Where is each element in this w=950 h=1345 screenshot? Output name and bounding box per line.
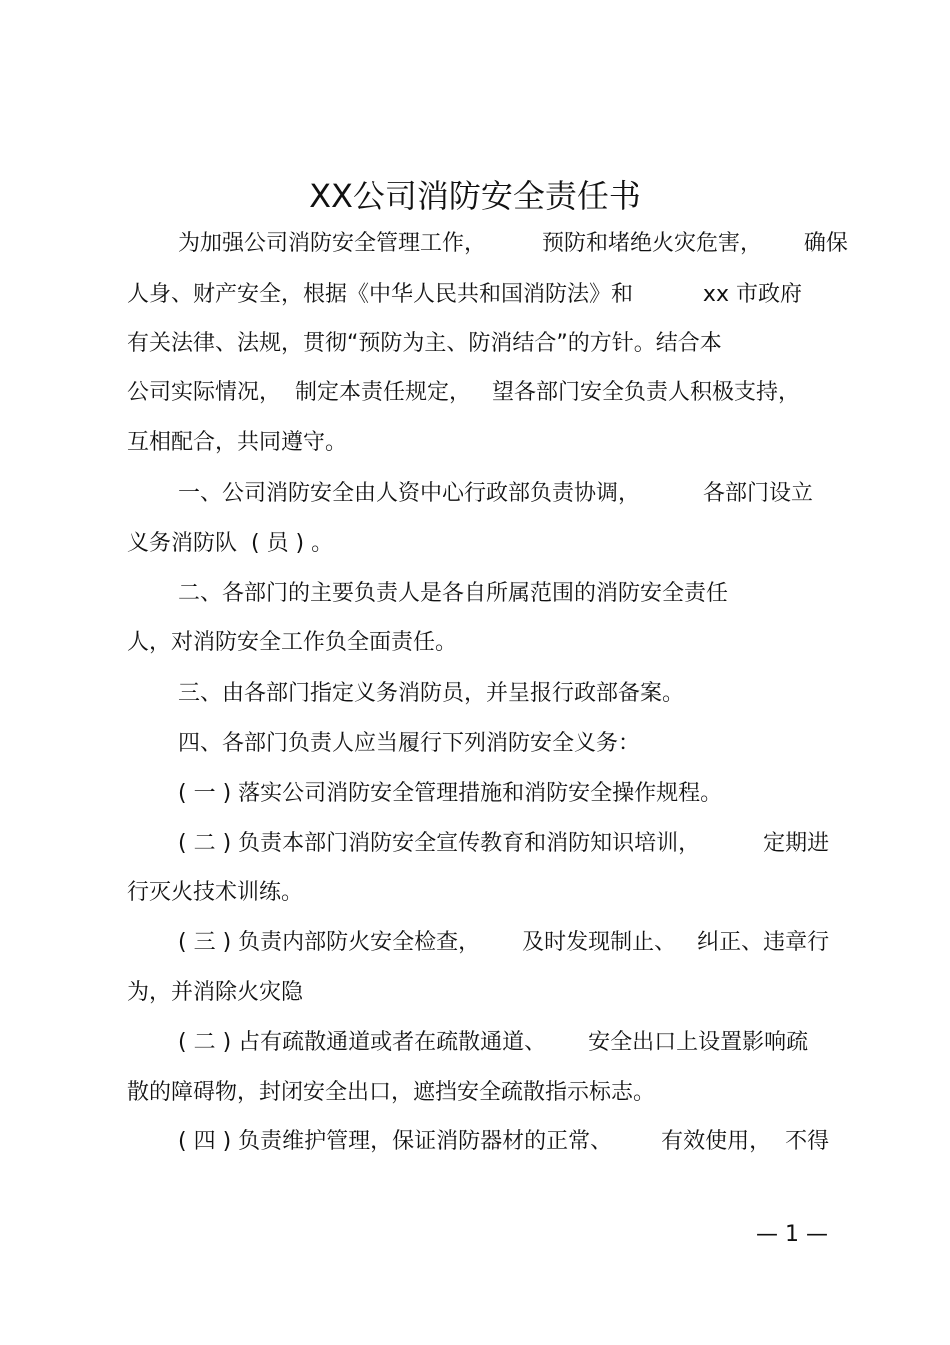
paragraph-line: 为，并消除火灾隐 [127,980,304,1005]
paragraph-line: 人身、财产安全，根据《中华人民共和国消防法》和 xx 市政府 [127,282,802,307]
paragraph-line: 为加强公司消防安全管理工作， 预防和堵绝火灾危害， 确保 [178,231,848,256]
page-number: — 1 — [756,1222,828,1247]
paragraph-line: 三、由各部门指定义务消防员，并呈报行政部备案。 [178,681,685,706]
paragraph-line: 人，对消防安全工作负全面责任。 [127,630,458,655]
paragraph-line: 互相配合，共同遵守。 [127,430,348,455]
paragraph-line: ( 二 ) 负责本部门消防安全宣传教育和消防知识培训， 定期进 [178,831,830,856]
paragraph-line: ( 一 ) 落实公司消防安全管理措施和消防安全操作规程。 [178,781,723,806]
paragraph-line: 散的障碍物，封闭安全出口，遮挡安全疏散指示标志。 [127,1080,656,1105]
paragraph-line: 有关法律、法规，贯彻“预防为主、防消结合”的方针。结合本 [127,331,722,356]
document-title: XX公司消防安全责任书 [309,177,641,215]
paragraph-line: 义务消防队 ( 员 ) 。 [127,531,334,556]
paragraph-line: ( 二 ) 占有疏散通道或者在疏散通道、 安全出口上设置影响疏 [178,1030,809,1055]
paragraph-line: 四、各部门负责人应当履行下列消防安全义务： [178,731,641,756]
paragraph-line: ( 三 ) 负责内部防火安全检查， 及时发现制止、 纠正、违章行 [178,930,830,955]
paragraph-line: 行灭火技术训练。 [127,880,304,905]
paragraph-line: 二、各部门的主要负责人是各自所属范围的消防安全责任 [178,581,729,606]
paragraph-line: 一、公司消防安全由人资中心行政部负责协调， 各部门设立 [178,481,813,506]
paragraph-line: ( 四 ) 负责维护管理，保证消防器材的正常、 有效使用， 不得 [178,1129,830,1154]
paragraph-line: 公司实际情况， 制定本责任规定， 望各部门安全负责人积极支持， [127,380,800,405]
